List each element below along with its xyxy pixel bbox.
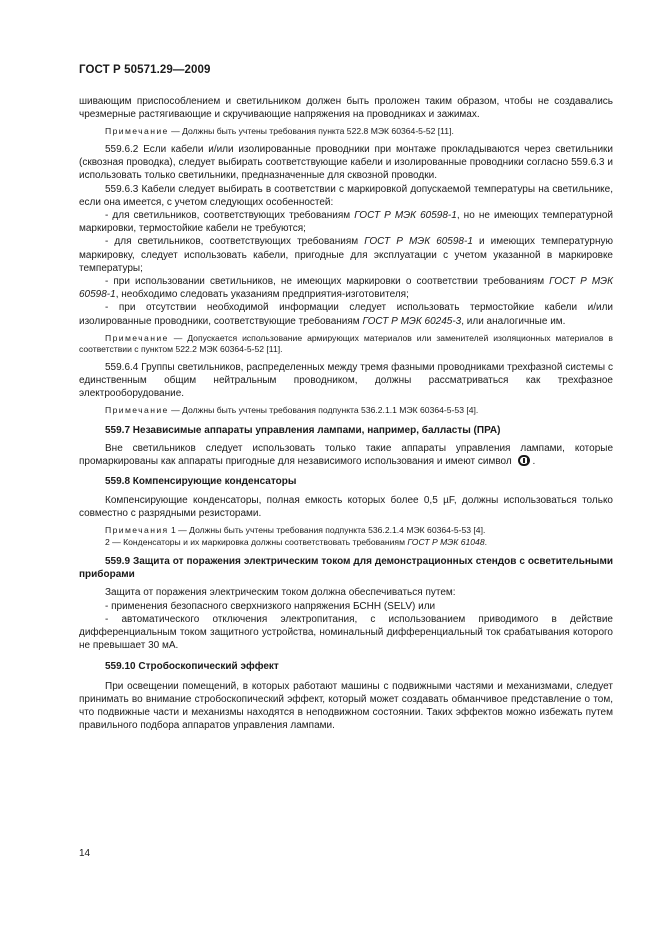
note-text: 2 — Конденсаторы и их маркировка должны соответствовать требованиям (105, 536, 408, 547)
note-text: 1 — Должны быть учтены требования подпункта 536.2.1.4 МЭК 60364-5-53 [4]. (168, 525, 486, 536)
note-label: Примечания (105, 525, 169, 536)
note-label: Примечание (105, 126, 169, 137)
paragraph: Компенсирующие конденсаторы, полная емкость которых более 0,5 µF, должны использоваться только совместно с разрядными резисторами. (79, 494, 613, 519)
document-body (79, 95, 613, 733)
list-item: - автоматического отключения электропитания, с использованием приводимого в действие дифференциальным током защитного устройства, номинальный дифференциальный ток срабатывания которого не превышает 30 мА. (79, 613, 613, 652)
section-heading-559-8: 559.8 Компенсирующие конденсаторы (105, 476, 297, 488)
list-text: и имеющих температурную маркировку, следует использовать кабели, пригодные для эксплуатации с учетом указанной в маркировке температуры; (79, 236, 613, 274)
paragraph-text: Вне светильников следует использовать только такие аппараты управления лампами, которые промаркированы как аппараты пригодные для независимого использования и имеют символ (79, 443, 613, 468)
list-item (79, 301, 613, 327)
standard-reference: ГОСТ Р МЭК 60598-1 (79, 275, 613, 301)
note-text: — Должны быть учтены требования подпункта 536.2.1.1 МЭК 60364-5-53 [4]. (168, 405, 479, 416)
section-heading-559-10: 559.10 Стробоскопический эффект (105, 660, 279, 672)
paragraph-continuation: шивающим приспособлением и светильником должен быть проложен таким образом, чтобы не создавались чрезмерные растягивающие и скручивающие напряжения на проводниках и зажимах. (79, 96, 613, 121)
paragraph-text: . (532, 456, 536, 468)
document-header: ГОСТ Р 50571.29—2009 (79, 64, 211, 76)
list-item: - применения безопасного сверхнизкого напряжения БСНН (SELV) или (105, 600, 436, 612)
page-number: 14 (79, 848, 91, 859)
list-text: , но не имеющих температурной маркировки, термостойкие кабели не требуются; (79, 209, 613, 235)
note-text: . (484, 536, 487, 547)
note (79, 126, 613, 138)
list-item (79, 235, 613, 275)
note-label: Примечание (105, 405, 169, 416)
independent-ballast-symbol-icon (518, 455, 530, 466)
list-text: , необходимо следовать указаниям предприятия-изготовителя; (115, 289, 409, 301)
section-heading-559-7: 559.7 Независимые аппараты управления лампами, например, балласты (ПРА) (105, 424, 501, 436)
list-text: - для светильников, соответствующих требованиям (105, 236, 365, 248)
standard-reference: ГОСТ Р МЭК 60598-1 (354, 209, 457, 221)
standard-reference: ГОСТ Р МЭК 61048 (407, 536, 485, 547)
list-item (79, 275, 613, 301)
standard-reference: ГОСТ Р МЭК 60245-3 (362, 315, 462, 327)
clause-559-6-3: 559.6.3 Кабели следует выбирать в соответствии с маркировкой допускаемой температуры на светильнике, если она имеется, с учетом следующих особенностей: (79, 183, 613, 208)
paragraph: Защита от поражения электрическим током должна обеспечиваться путем: (105, 587, 456, 599)
clause-559-6-2: 559.6.2 Если кабели и/или изолированные проводники при монтаже прокладываются через светильники (сквозная проводка), следует выбирать соответствующие кабели и изолированные проводники согласно 559.6.3 и использовать только светильники, предназначенные для сквозной проводки. (79, 143, 613, 182)
note-text: — Должны быть учтены требования пункта 522.8 МЭК 60364-5-52 [11]. (168, 126, 454, 137)
list-text: - при использовании светильников, не имеющих маркировки о соответствии требованиям (105, 275, 550, 287)
section-heading-559-9: 559.9 Защита от поражения электрическим током для демонстрационных стендов с осветительными приборами (79, 556, 613, 581)
list-text: - при отсутствии необходимой информации следует использовать термостойкие кабели и/или изолированные проводники, соответствующие требованиям (79, 302, 613, 327)
note (79, 537, 613, 549)
note-label: Примечание (105, 332, 169, 343)
list-text: , или аналогичные им. (461, 315, 566, 327)
list-text: - для светильников, соответствующих требованиям (105, 209, 355, 221)
paragraph: При освещении помещений, в которых работают машины с подвижными частями и механизмами, следует принимать во внимание стробоскопический эффект, который может создавать обманчивое представление о том, что подвижные части и механизмы находятся в неподвижном состоянии. Таких эффектов можно избежать путем правильного подбора аппаратов управления лампами. (79, 680, 613, 732)
note-text: — Допускается использование армирующих материалов или заменителей изоляционных материалов в соответствии с пунктом 522.2 МЭК 60364-5-52 [11]. (79, 332, 613, 355)
standard-reference: ГОСТ Р МЭК 60598-1 (364, 236, 473, 248)
note (79, 333, 613, 356)
note (79, 525, 613, 537)
clause-559-6-4: 559.6.4 Группы светильников, распределенных между тремя фазными проводниками трехфазной системы с единственным общим нейтральным проводником, должны рассматриваться как трехфазное электрооборудование. (79, 361, 613, 400)
paragraph (79, 442, 613, 468)
note (79, 405, 613, 417)
list-item (79, 209, 613, 235)
